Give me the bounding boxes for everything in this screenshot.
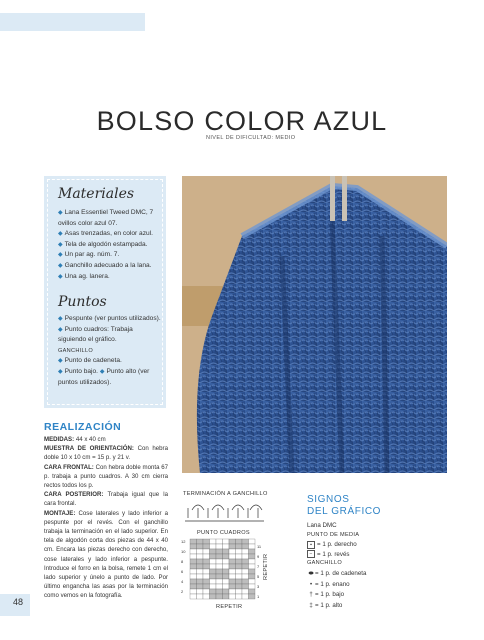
chart-cell <box>216 589 223 594</box>
chart-cell <box>210 584 217 589</box>
materials-heading: Materiales <box>58 186 135 202</box>
assembly-line: MONTAJE: Cose laterales y lado inferior a pespunte por el revés. Con el ganchillo trabaja la terminación en el lado superior. En tela de algodón corta dos piezas de 44 x 40 cm. Encara las piezas derecho con derecho, cose laterales y lado inferior a pespunte. Introduce el forro en la bolsa, remete 1 cm el lado superior y únelo a punto de lado. Por último engancha las asas por la terminación como vemos en la fotografía. <box>44 509 168 600</box>
chart-cell <box>242 549 249 554</box>
chart-cell <box>236 559 243 564</box>
materials-box <box>44 176 166 408</box>
chart-cell <box>197 589 204 594</box>
chart-cell <box>223 594 230 599</box>
chart-cell <box>229 579 236 584</box>
chart-cell <box>229 584 236 589</box>
realization-text <box>44 435 168 601</box>
chart-cell <box>242 589 249 594</box>
row-number-right: 1 <box>257 594 260 600</box>
list-item: ◆ Ganchillo adecuado a la lana. ◆ Una ag. lanera. <box>58 261 152 280</box>
knitted-bag-illustration <box>182 176 447 473</box>
chart-cell <box>190 539 197 544</box>
chart-cell <box>229 559 236 564</box>
legend-lana: Lana DMC <box>307 522 337 529</box>
chart-cell <box>203 589 210 594</box>
chart-cell <box>190 589 197 594</box>
chart-cell <box>249 564 256 569</box>
chart-cell <box>197 564 204 569</box>
chart-cell <box>203 539 210 544</box>
row-number-left: 8 <box>181 559 184 565</box>
list-item: ◆ Punto bajo. ◆ Punto alto (ver puntos utilizados). <box>58 367 150 386</box>
realization-heading: REALIZACIÓN <box>44 421 122 433</box>
chart-cell <box>216 574 223 579</box>
legend-punto-media: PUNTO DE MEDIA <box>307 531 360 538</box>
chart-cell <box>197 554 204 559</box>
chart-cell <box>210 554 217 559</box>
chart-cell <box>249 569 256 574</box>
row-number-left: 2 <box>181 589 184 595</box>
chart-cell <box>236 544 243 549</box>
row-number-left: 10 <box>181 549 186 555</box>
back-line: CARA POSTERIOR: Trabaja igual que la cara frontal. <box>44 491 168 508</box>
chart-cell <box>197 559 204 564</box>
legend-item: † = 1 p. bajo <box>307 590 366 601</box>
legend-item: − = 1 p. revés <box>307 550 366 560</box>
ganchillo-label: GANCHILLO <box>58 347 94 354</box>
chart-cell <box>197 539 204 544</box>
chart-cell <box>236 539 243 544</box>
measure-line: MEDIDAS: 44 x 40 cm <box>44 436 106 443</box>
diamond-bullet-icon: ◆ <box>58 262 63 269</box>
chart-cell <box>210 564 217 569</box>
diamond-bullet-icon: ◆ <box>58 316 63 322</box>
chart-cell <box>242 579 249 584</box>
chart-cell <box>216 564 223 569</box>
chart-cell <box>249 554 256 559</box>
diamond-bullet-icon: ◆ <box>58 326 63 333</box>
chart-cell <box>203 544 210 549</box>
chart-cell <box>190 569 197 574</box>
chart-cell <box>216 539 223 544</box>
chart-cell <box>229 554 236 559</box>
chart-cell <box>249 549 256 554</box>
chart-cell <box>216 544 223 549</box>
row-number-right: 11 <box>257 544 262 550</box>
knitted-bag-photo <box>182 176 447 473</box>
chart-cell <box>236 594 243 599</box>
legend-item: ‡ = 1 p. alto <box>307 601 366 612</box>
row-number-right: 5 <box>257 574 260 580</box>
chart-cell <box>229 589 236 594</box>
chart-cell <box>203 559 210 564</box>
chart-cell <box>249 574 256 579</box>
chart-cell <box>223 554 230 559</box>
chart-cell <box>229 569 236 574</box>
legend-item: ▪ = 1 p. derecho <box>307 540 366 550</box>
chart-cell <box>236 549 243 554</box>
chart-cell <box>236 569 243 574</box>
chart-cell <box>203 594 210 599</box>
chart-cell <box>190 574 197 579</box>
row-number-left: 12 <box>181 539 186 545</box>
chart-cell <box>236 584 243 589</box>
list-item: ◆ Punto de cadeneta. <box>58 357 122 365</box>
chart-cell <box>223 569 230 574</box>
chart-cell <box>203 549 210 554</box>
page-number: 48 <box>13 597 24 607</box>
knit-stitch-icon: ▪ <box>307 541 315 549</box>
chart-cell <box>242 554 249 559</box>
chart-cell <box>190 564 197 569</box>
chart-cell <box>236 579 243 584</box>
chart-cell <box>236 589 243 594</box>
chart-cell <box>249 539 256 544</box>
chart-cell <box>210 594 217 599</box>
chart-cell <box>229 594 236 599</box>
chart-cell <box>242 569 249 574</box>
diamond-bullet-icon: ◆ <box>58 241 63 248</box>
single-crochet-icon: † <box>309 592 313 599</box>
chart-cell <box>210 539 217 544</box>
chart-cell <box>203 564 210 569</box>
chart-cell <box>223 574 230 579</box>
diamond-bullet-icon: ◆ <box>58 210 63 216</box>
chart-cell <box>190 584 197 589</box>
gauge-line: MUESTRA DE ORIENTACIÓN: Con hebra doble 10 x 10 cm = 15 p. y 21 v. <box>44 445 168 462</box>
chart-cell <box>216 579 223 584</box>
double-crochet-icon: ‡ <box>309 602 313 609</box>
chart-cell <box>197 569 204 574</box>
chart-cell <box>249 544 256 549</box>
chart-cell <box>223 539 230 544</box>
chart-cell <box>216 554 223 559</box>
chart-cell <box>242 544 249 549</box>
slip-stitch-icon: • <box>309 581 313 588</box>
chart-cell <box>190 544 197 549</box>
chart-cell <box>223 579 230 584</box>
chart-cell <box>197 574 204 579</box>
chart-cell <box>223 544 230 549</box>
signs-legend <box>307 521 366 611</box>
chart-cell <box>197 584 204 589</box>
list-item: ◆ Asas trenzadas, en color azul. <box>58 230 153 238</box>
chart-cell <box>190 579 197 584</box>
row-number-left: 6 <box>181 569 184 575</box>
chart-cell <box>223 559 230 564</box>
list-item: ◆ Lana Essentiel Tweed DMC, 7 ovillos color azul 07. <box>58 209 154 227</box>
chart-cell <box>236 554 243 559</box>
points-heading: Puntos <box>58 294 107 310</box>
chart-cell <box>242 539 249 544</box>
chart-cell <box>210 589 217 594</box>
chart-cell <box>249 589 256 594</box>
chart-cell <box>249 584 256 589</box>
chart-cell <box>223 564 230 569</box>
chart-cell <box>190 594 197 599</box>
diamond-bullet-icon: ◆ <box>58 273 63 280</box>
chart-cell <box>249 579 256 584</box>
chart-cell <box>216 584 223 589</box>
chart-cell <box>203 569 210 574</box>
diamond-bullet-icon: ◆ <box>58 252 63 259</box>
legend-ganchillo: GANCHILLO <box>307 560 343 567</box>
chart-cell <box>223 584 230 589</box>
points-list <box>58 314 162 388</box>
chart-cell <box>216 559 223 564</box>
row-number-left: 4 <box>181 579 184 585</box>
page-title: BOLSO COLOR AZUL <box>96 106 388 136</box>
chart-cell <box>210 569 217 574</box>
chart-cell <box>203 554 210 559</box>
repeat-label-side: REPETIR <box>263 553 269 580</box>
chart-cell <box>216 594 223 599</box>
diamond-bullet-icon: ◆ <box>58 231 63 238</box>
chart-cell <box>229 539 236 544</box>
chart-cell <box>242 594 249 599</box>
chart-cell <box>210 559 217 564</box>
chart-cell <box>203 574 210 579</box>
chart-cell <box>236 564 243 569</box>
chart-cell <box>249 594 256 599</box>
diamond-bullet-icon: ◆ <box>58 368 63 375</box>
chart-cell <box>242 559 249 564</box>
chart-cell <box>242 574 249 579</box>
legend-item: • = 1 p. enano <box>307 580 366 591</box>
top-color-band <box>0 13 145 31</box>
list-item: ◆ Tela de algodón estampada. ◆ Un par ag. núm. 7. <box>58 240 148 259</box>
signs-heading: SIGNOS DEL GRÁFICO <box>307 494 382 517</box>
chart-cell <box>216 549 223 554</box>
crochet-edging-label: TERMINACIÓN A GANCHILLO <box>183 491 268 497</box>
chart-cell <box>216 569 223 574</box>
chart-cell <box>236 574 243 579</box>
chart-cell <box>210 574 217 579</box>
chart-cell <box>229 574 236 579</box>
chart-cell <box>203 584 210 589</box>
legend-item: ⬬= 1 p. de cadeneta <box>307 569 366 580</box>
chart-cell <box>190 549 197 554</box>
front-line: CARA FRONTAL: Con hebra doble monta 67 p. trabaja a punto cuadros. A 30 cm cierra rectos todos los p. <box>44 463 168 490</box>
row-number-right: 3 <box>257 584 260 590</box>
chart-cell <box>197 594 204 599</box>
repeat-label-bottom: REPETIR <box>216 604 243 610</box>
chart-cell <box>190 559 197 564</box>
punto-cuadros-label: PUNTO CUADROS <box>197 530 250 536</box>
chart-cell <box>249 559 256 564</box>
chart-cell <box>210 549 217 554</box>
row-number-right: 9 <box>257 554 260 560</box>
chart-cell <box>229 549 236 554</box>
chart-cell <box>190 554 197 559</box>
purl-stitch-icon: − <box>307 550 315 558</box>
stitch-chart-grid <box>180 537 270 607</box>
chart-cell <box>242 564 249 569</box>
chart-cell <box>203 579 210 584</box>
chain-stitch-icon: ⬬ <box>308 570 314 577</box>
diamond-bullet-icon: ◆ <box>58 358 63 365</box>
crochet-edging-diagram <box>184 500 266 524</box>
materials-list <box>58 208 162 282</box>
chart-cell <box>210 544 217 549</box>
chart-cell <box>197 579 204 584</box>
chart-cell <box>229 564 236 569</box>
list-item: ◆ Pespunte (ver puntos utilizados). ◆ Punto cuadros: Trabaja siguiendo el gráfico. <box>58 315 161 344</box>
chart-cell <box>210 579 217 584</box>
chart-cell <box>197 544 204 549</box>
row-number-right: 7 <box>257 564 260 570</box>
chart-cell <box>242 584 249 589</box>
chart-cell <box>197 549 204 554</box>
chart-cell <box>223 549 230 554</box>
diamond-bullet-icon: ◆ <box>99 368 105 375</box>
chart-cell <box>229 544 236 549</box>
difficulty-label: NIVEL DE DIFICULTAD: MEDIO <box>206 135 296 141</box>
chart-cell <box>223 589 230 594</box>
